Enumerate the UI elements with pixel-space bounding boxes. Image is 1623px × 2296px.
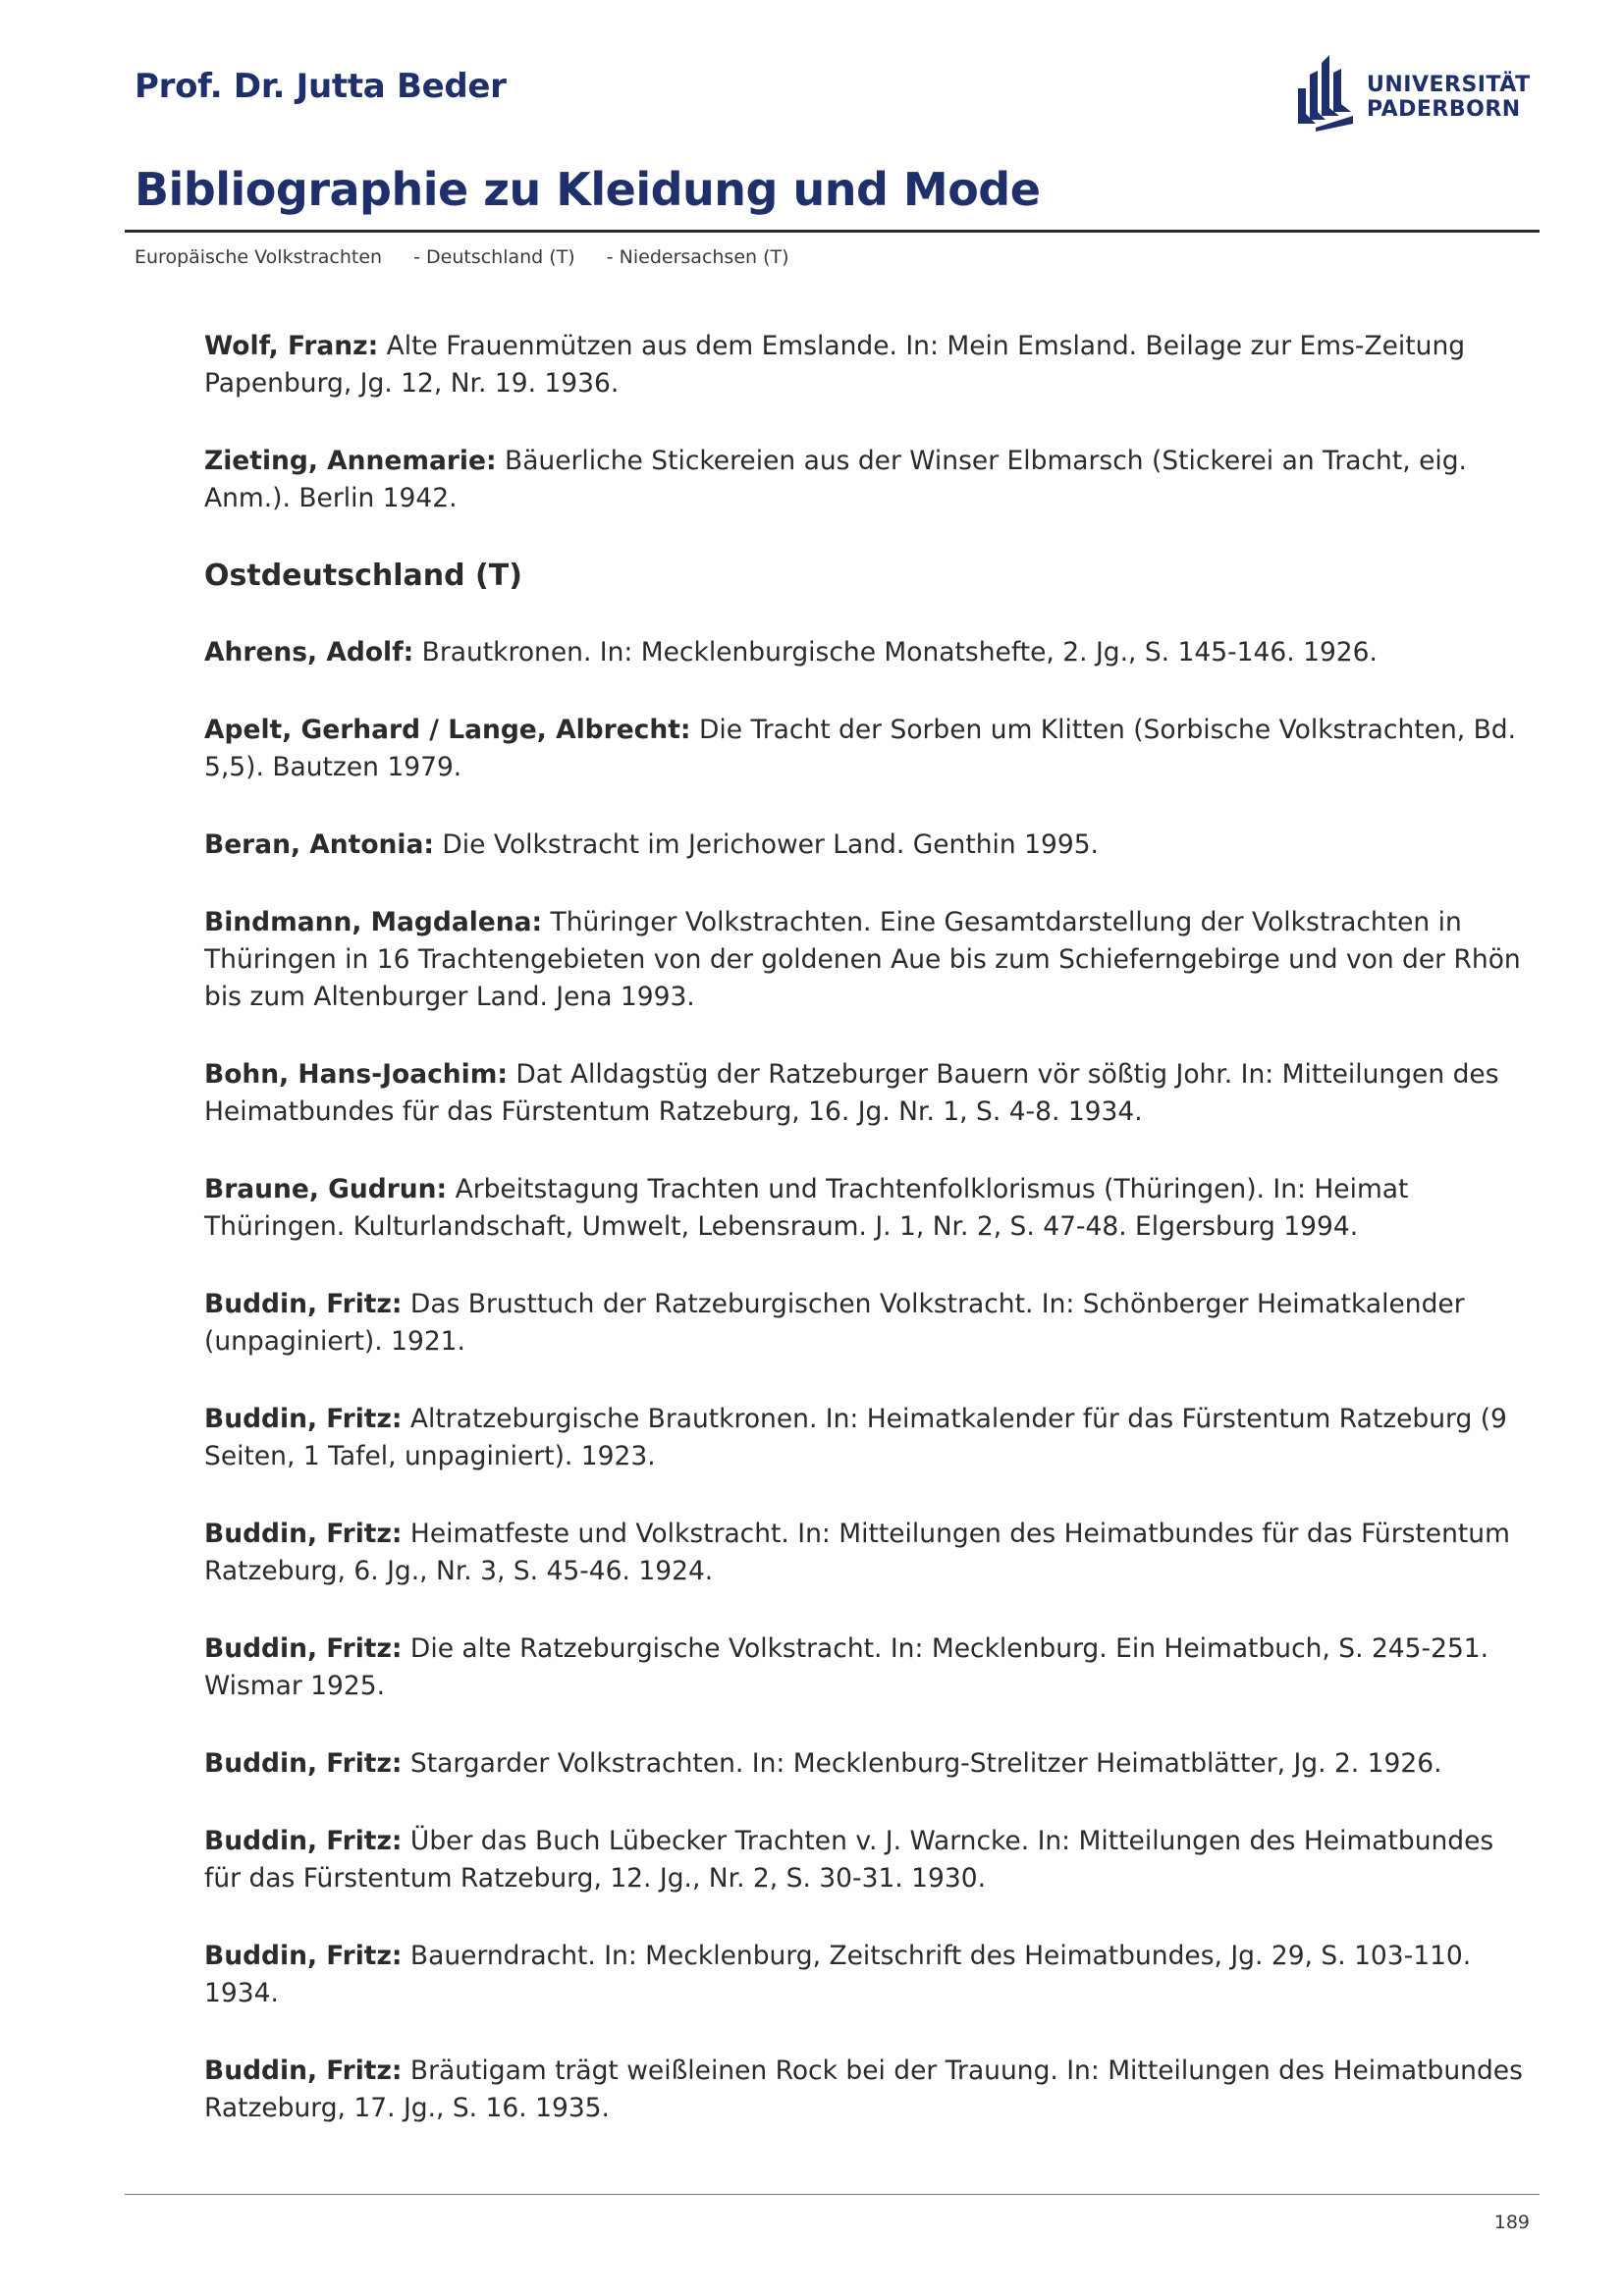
bibliography-entry <box>204 634 1532 671</box>
section-heading: Ostdeutschland (T) <box>204 559 522 593</box>
logo-line-1: UNIVERSITÄT <box>1367 73 1531 97</box>
entry-text: Bräutigam trägt weißleinen Rock bei der Trauung. In: Mitteilungen des Heimatbundes Ratzeburg, 17. Jg., S. 16. 1935. <box>204 2056 1523 2123</box>
entry-author: Buddin, Fritz: <box>204 1404 403 1434</box>
entry-author: Zieting, Annemarie: <box>204 446 497 476</box>
bibliography-entry <box>204 443 1532 517</box>
bibliography-entry <box>204 1516 1532 1590</box>
entry-author: Beran, Antonia: <box>204 829 434 860</box>
entry-text: Bäuerliche Stickereien aus der Winser Elbmarsch (Stickerei an Tracht, eig. Anm.). Berlin 1942. <box>204 446 1467 513</box>
breadcrumb-level-1: Europäische Volkstrachten <box>135 246 383 268</box>
entry-author: Buddin, Fritz: <box>204 2056 403 2086</box>
breadcrumb-level-3: - Niedersachsen (T) <box>606 246 789 268</box>
university-paderborn-logo-icon <box>1294 51 1357 132</box>
bibliography-entry <box>204 827 1532 864</box>
bibliography-entry <box>204 1823 1532 1897</box>
footer-divider <box>125 2194 1540 2195</box>
entry-text: Brautkronen. In: Mecklenburgische Monatshefte, 2. Jg., S. 145-146. 1926. <box>413 637 1378 667</box>
page-title: Bibliographie zu Kleidung und Mode <box>135 163 1041 216</box>
entry-author: Bohn, Hans-Joachim: <box>204 1059 508 1090</box>
entry-author: Apelt, Gerhard / Lange, Albrecht: <box>204 715 691 745</box>
header-author: Prof. Dr. Jutta Beder <box>135 67 507 106</box>
entry-text: Die Tracht der Sorben um Klitten (Sorbische Volkstrachten, Bd. 5,5). Bautzen 1979. <box>204 715 1517 782</box>
bibliography-entry <box>204 1171 1532 1246</box>
entry-text: Stargarder Volkstrachten. In: Mecklenburg-Strelitzer Heimatblätter, Jg. 2. 1926. <box>402 1748 1442 1779</box>
entry-author: Wolf, Franz: <box>204 331 379 361</box>
logo-text <box>1367 73 1531 122</box>
breadcrumb <box>135 246 789 268</box>
page-number: 189 <box>1493 2212 1530 2233</box>
entry-author: Buddin, Fritz: <box>204 1941 403 1971</box>
title-divider <box>125 230 1540 233</box>
entry-text: Über das Buch Lübecker Trachten v. J. Warncke. In: Mitteilungen des Heimatbundes für das Fürstentum Ratzeburg, 12. Jg., Nr. 2, S. 30-31. 1930. <box>204 1826 1494 1894</box>
entry-author: Buddin, Fritz: <box>204 1826 403 1856</box>
entry-author: Buddin, Fritz: <box>204 1519 403 1549</box>
bibliography-entry <box>204 1938 1532 2012</box>
entry-text: Bauerndracht. In: Mecklenburg, Zeitschrift des Heimatbundes, Jg. 29, S. 103-110. 1934. <box>204 1941 1472 2008</box>
bibliography-entry <box>204 712 1532 786</box>
bibliography-entry <box>204 1745 1532 1783</box>
entry-text: Die Volkstracht im Jerichower Land. Genthin 1995. <box>433 829 1099 860</box>
bibliography-entry <box>204 904 1532 1016</box>
entry-author: Buddin, Fritz: <box>204 1289 403 1319</box>
entry-author: Buddin, Fritz: <box>204 1748 403 1779</box>
bibliography-entry <box>204 1056 1532 1131</box>
entry-text: Heimatfeste und Volkstracht. In: Mitteilungen des Heimatbundes für das Fürstentum Ratzeburg, 6. Jg., Nr. 3, S. 45-46. 1924. <box>204 1519 1510 1586</box>
university-logo <box>1294 51 1530 132</box>
bibliography-entry <box>204 2053 1532 2127</box>
entry-author: Braune, Gudrun: <box>204 1174 448 1204</box>
entry-text: Das Brusttuch der Ratzeburgischen Volkstracht. In: Schönberger Heimatkalender (unpaginiert). 1921. <box>204 1289 1465 1357</box>
bibliography-entry <box>204 1401 1532 1475</box>
entry-text: Dat Alldagstüg der Ratzeburger Bauern vör sößtig Johr. In: Mitteilungen des Heimatbundes für das Fürstentum Ratzeburg, 16. Jg. Nr. 1, S. 4-8. 1934. <box>204 1059 1499 1127</box>
bibliography-entry <box>204 1630 1532 1705</box>
entry-author: Bindmann, Magdalena: <box>204 907 543 937</box>
entry-author: Ahrens, Adolf: <box>204 637 414 667</box>
bibliography-entry <box>204 328 1532 402</box>
entry-text: Thüringer Volkstrachten. Eine Gesamtdarstellung der Volkstrachten in Thüringen in 16 Trachtengebieten von der goldenen Aue bis zum Schieferngebirge und von der Rhön bis zum Altenburger Land. Jena 1993. <box>204 907 1521 1012</box>
bibliography-entry <box>204 1286 1532 1361</box>
entry-text: Die alte Ratzeburgische Volkstracht. In: Mecklenburg. Ein Heimatbuch, S. 245-251. Wismar 1925. <box>204 1633 1489 1701</box>
entry-text: Alte Frauenmützen aus dem Emslande. In: Mein Emsland. Beilage zur Ems-Zeitung Papenburg, Jg. 12, Nr. 19. 1936. <box>204 331 1466 399</box>
bibliography-content <box>204 328 1532 2167</box>
logo-line-2: PADERBORN <box>1367 97 1521 122</box>
breadcrumb-level-2: - Deutschland (T) <box>413 246 575 268</box>
entry-text: Altratzeburgische Brautkronen. In: Heimatkalender für das Fürstentum Ratzeburg (9 Seiten, 1 Tafel, unpaginiert). 1923. <box>204 1404 1507 1471</box>
entry-text: Arbeitstagung Trachten und Trachtenfolklorismus (Thüringen). In: Heimat Thüringen. Kulturlandschaft, Umwelt, Lebensraum. J. 1, Nr. 2, S. 47-48. Elgersburg 1994. <box>204 1174 1409 1242</box>
entry-author: Buddin, Fritz: <box>204 1633 403 1664</box>
